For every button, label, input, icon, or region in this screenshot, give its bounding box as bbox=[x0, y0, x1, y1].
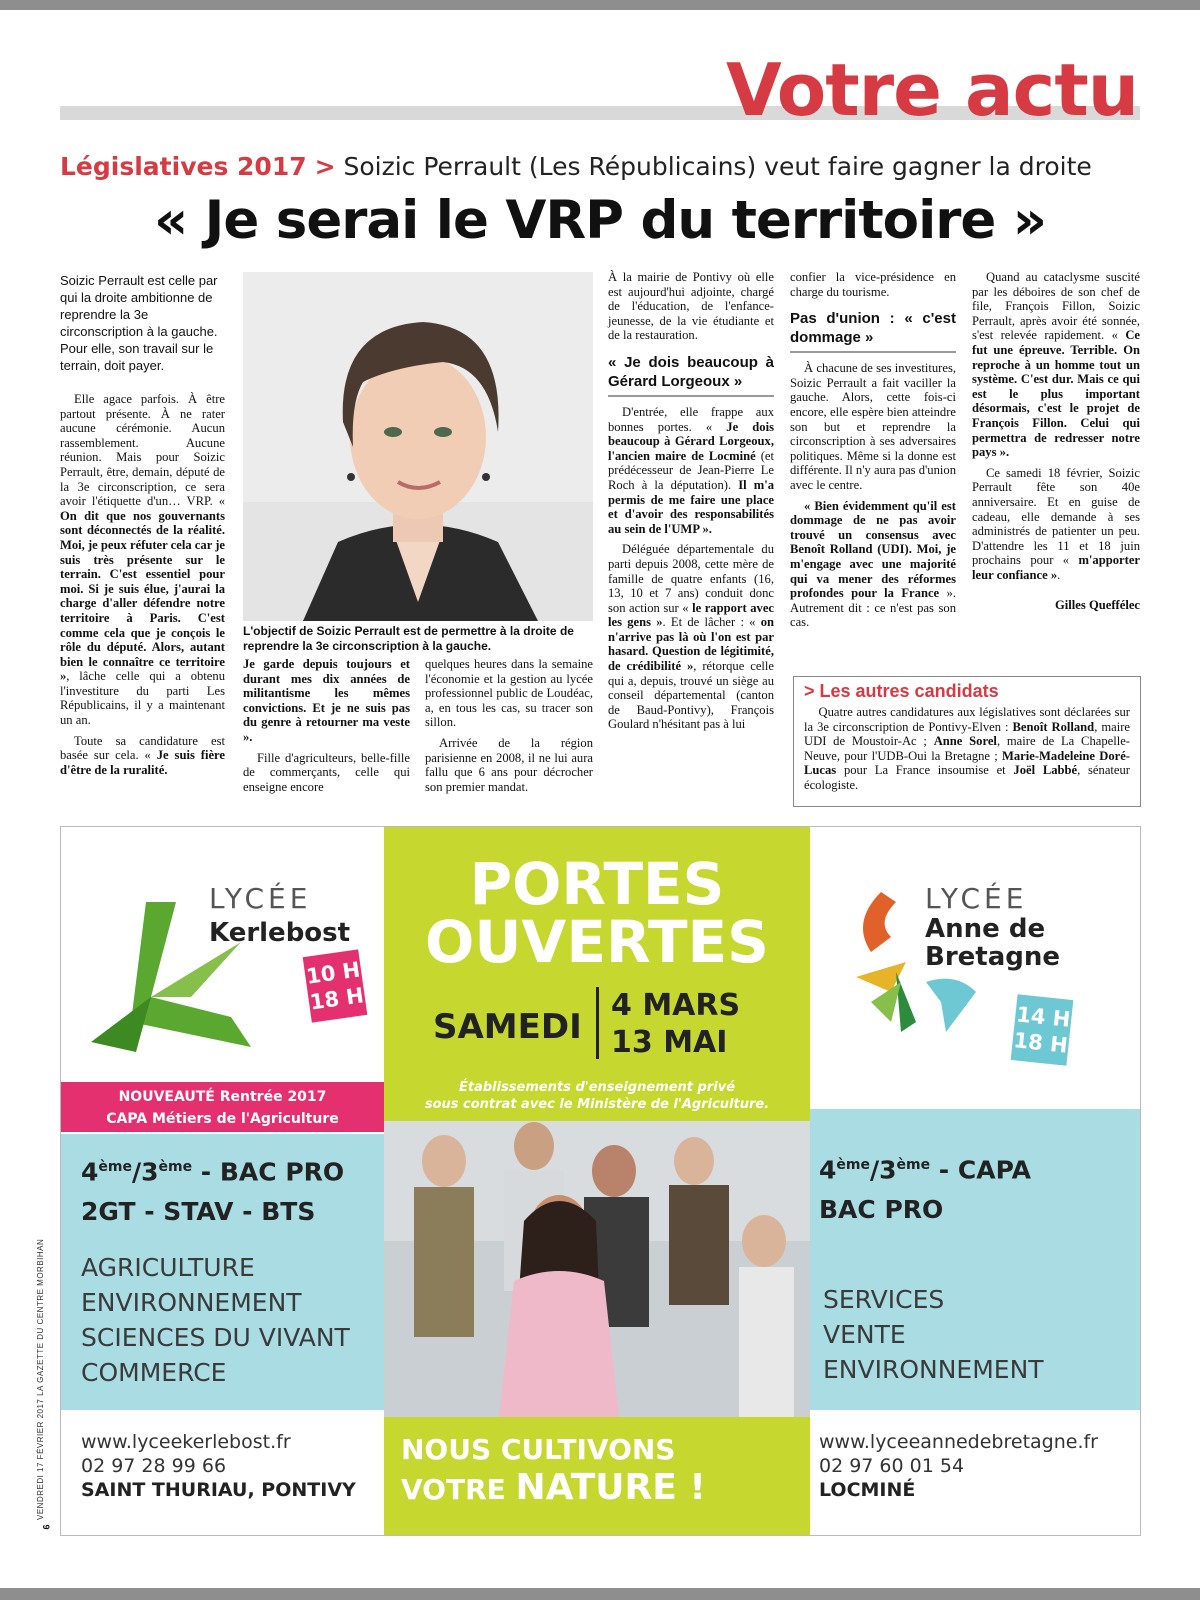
field-item: SERVICES bbox=[823, 1285, 945, 1314]
page-frame-top bbox=[0, 0, 1200, 10]
open-days-advertisement bbox=[60, 826, 1141, 1536]
anne-de-bretagne-hours-badge: 14 H 18 H bbox=[1011, 994, 1074, 1065]
article-column-1 bbox=[60, 272, 225, 783]
paragraph: Arrivée de la région parisienne en 2008, il ne lui aura fallu que 6 ans pour décrocher son premier mandat. bbox=[425, 735, 593, 794]
kerlebost-city: SAINT THURIAU, PONTIVY bbox=[81, 1479, 356, 1501]
anne-de-bretagne-levels: 4ème/3ème - CAPA BAC PRO bbox=[819, 1155, 1031, 1225]
ad-slogan: NOUS CULTIVONS VOTRE NATURE ! bbox=[401, 1433, 706, 1508]
section-title: Votre actu bbox=[725, 48, 1138, 132]
portrait-photo bbox=[243, 272, 593, 621]
article-subhead: « Je dois beaucoup à Gérard Lorgeoux » bbox=[608, 353, 774, 397]
field-item: SCIENCES DU VIVANT bbox=[81, 1323, 350, 1352]
paragraph: Quand au cataclysme suscité par les déboires de son chef de file, François Fillon, Soizic Perrault, après avoir été sonnée, s'est relevée rapidement. « Ce fut une épreuve. Terrible. On reproche à un homme tout un système. C'est dur. Mais ce qui est le plus important désormais, c'est le projet de François Fillon. Celui qui permettra de redresser notre pays ». bbox=[972, 270, 1141, 460]
article-column-3 bbox=[425, 657, 593, 800]
anne-de-bretagne-name: Anne de Bretagne bbox=[925, 914, 1061, 972]
paragraph: confier la vice-présidence en charge du tourisme. bbox=[790, 270, 956, 299]
students-illustration bbox=[384, 1121, 810, 1417]
kerlebost-hours-badge: 10 H 18 H bbox=[303, 949, 368, 1022]
portrait-illustration bbox=[243, 272, 593, 621]
article-column-6 bbox=[972, 270, 1140, 613]
date-divider bbox=[596, 987, 599, 1059]
kicker-text: Soizic Perrault (Les Républicains) veut faire gagner la droite bbox=[343, 152, 1092, 181]
paragraph: Je garde depuis toujours et durant mes dix années de militantisme les mêmes convictions. Et je ne suis pas du genre à retourner ma veste ». bbox=[243, 657, 410, 744]
open-days-title: PORTES OUVERTES bbox=[425, 850, 769, 976]
publication-side-label: VENDREDI 17 FÉVRIER 2017 LA GAZETTE DU CENTRE MORBIHAN bbox=[36, 1238, 45, 1520]
kerlebost-fields bbox=[81, 1250, 350, 1390]
kerlebost-phone: 02 97 28 99 66 bbox=[81, 1455, 227, 1477]
anne-de-bretagne-city: LOCMINÉ bbox=[819, 1479, 916, 1501]
page-frame-bottom bbox=[0, 1588, 1200, 1600]
paragraph: Fille d'agriculteurs, belle-fille de commerçants, celle qui enseigne encore bbox=[243, 750, 410, 794]
kerlebost-website[interactable]: www.lyceekerlebost.fr bbox=[81, 1431, 291, 1453]
paragraph: À chacune de ses investitures, Soizic Perrault a fait vaciller la gauche. Alors, cette fois-ci encore, elle espère bien atteindre son but et reprendre la circonscription à ses adversaires politiques. Même si la donne est différente. Il n'y aura pas d'union avec le centre. bbox=[790, 361, 956, 492]
paragraph: Elle agace parfois. À être partout présente. À ne rater aucune cérémonie. Aucun rassemblement. Aucune réunion. Mais pour Soizic Perrault, être, demain, député de la 3e circonscription, ce sera avoir l'étiquette d'un… VRP. « On dit que nos gouvernants sont déconnectés de la réalité. Moi, je peux réfuter cela car je suis très présente sur le terrain. C'est essentiel pour moi. Si je suis élue, j'aurai la charge d'aller défendre notre territoire à Paris. C'est comme cela que je conçois le rôle du député. Alors, autant bien le connaître ce territoire », lâche celle qui a obtenu l'investiture du parti Les Républicains, il y a maintenant un an. bbox=[60, 392, 225, 728]
kerlebost-name: Kerlebost bbox=[209, 918, 351, 948]
field-item: COMMERCE bbox=[81, 1358, 227, 1387]
article-headline: « Je serai le VRP du territoire » bbox=[153, 190, 1047, 251]
kerlebost-contact bbox=[81, 1430, 356, 1502]
other-candidates-box bbox=[793, 676, 1141, 807]
anne-de-bretagne-contact bbox=[819, 1430, 1098, 1502]
paragraph: Déléguée départementale du parti depuis 2008, cette mère de famille de quatre enfants (16, 13, 10 et 7 ans) conduit donc son action sur « le rapport avec les gens ». Et de lâcher : « on n'arrive pas là où l'on est par hasard. Question de légitimité, de crédibilité », rétorque celle qui a, depuis, trouvé un siège au conseil départemental (canton de Baud-Pontivy), François Goulard n'hésitant pas à lui bbox=[608, 542, 775, 732]
open-days-note: Établissements d'enseignement privé sous contrat avec le Ministère de l'Agriculture. bbox=[424, 1080, 770, 1112]
anne-de-bretagne-phone: 02 97 60 01 54 bbox=[819, 1455, 965, 1477]
field-item: ENVIRONNEMENT bbox=[823, 1355, 1044, 1384]
page-number: 6 bbox=[41, 1524, 52, 1530]
kerlebost-new-banner: NOUVEAUTÉ Rentrée 2017 CAPA Métiers de l'Agriculture bbox=[61, 1082, 384, 1132]
field-item: AGRICULTURE bbox=[81, 1253, 255, 1282]
students-photo bbox=[384, 1121, 810, 1417]
paragraph: D'entrée, elle frappe aux bonnes portes. « Je dois beaucoup à Gérard Lorgeoux, l'ancien maire de Locminé (et prédécesseur de Jean-Pierre Le Roch à la députation). Il m'a permis de me faire une place et d'avoir des responsabilités au sein de l'UMP ». bbox=[608, 404, 774, 536]
field-item: ENVIRONNEMENT bbox=[81, 1288, 302, 1317]
anne-de-bretagne-website[interactable]: www.lyceeannedebretagne.fr bbox=[819, 1431, 1098, 1453]
article-column-5 bbox=[790, 270, 956, 636]
article-kicker bbox=[60, 152, 1092, 181]
kerlebost-levels: 4ème/3ème - BAC PRO 2GT - STAV - BTS bbox=[81, 1157, 345, 1227]
kicker-label: Législatives 2017 bbox=[60, 152, 307, 181]
paragraph: quelques heures dans la semaine l'économie et la gestion au lycée professionnel public de Loudéac, a, en tous les cas, su tracer son sillon. bbox=[425, 657, 593, 730]
article-column-4 bbox=[608, 270, 774, 738]
open-days-dates: 4 MARS 13 MAI bbox=[611, 988, 741, 1060]
paragraph: Toute sa candidature est basée sur cela. « Je suis fière d'être de la ruralité. bbox=[60, 733, 225, 777]
article-signature: Gilles Queffélec bbox=[1055, 598, 1140, 613]
article-column-2 bbox=[243, 657, 410, 800]
article-chapeau: Soizic Perrault est celle par qui la droite ambitionne de reprendre la 3e circonscription à la gauche. Pour elle, son travail sur le terrain, doit payer. bbox=[60, 273, 218, 373]
field-item: VENTE bbox=[823, 1320, 906, 1349]
paragraph: « Bien évidemment qu'il est dommage de ne pas avoir trouvé un consensus avec Benoît Rolland (UDI). Moi, je m'engage avec une majorité qui va mener des réformes profondes pour la France ». Autrement dit : ce n'est pas son cas. bbox=[790, 498, 957, 630]
anne-de-bretagne-lycee-label: LYCÉE bbox=[925, 882, 1028, 915]
open-days-day: SAMEDI bbox=[433, 1007, 582, 1047]
kerlebost-logo-icon bbox=[91, 902, 271, 1052]
kerlebost-lycee-label: LYCÉE bbox=[209, 882, 312, 915]
photo-caption: L'objectif de Soizic Perrault est de permettre à la droite de reprendre la 3e circonscription à la gauche. bbox=[243, 624, 574, 653]
article-subhead: Pas d'union : « c'est dommage » bbox=[790, 309, 956, 353]
box-title: > Les autres candidats bbox=[804, 681, 999, 701]
kicker-separator: > bbox=[314, 152, 336, 181]
box-body: Quatre autres candidatures aux législatives sont déclarées sur la 3e circonscription de Pontivy-Elven : Benoît Rolland, maire UDI de Moustoir-Ac ; Anne Sorel, maire de La Chapelle-Neuve, pour l'UDB-Oui la Bretagne ; Marie-Madeleine Doré-Lucas pour La France insoumise et Joël Labbé, sénateur écologiste. bbox=[804, 705, 1130, 792]
anne-de-bretagne-fields bbox=[823, 1282, 1044, 1387]
paragraph: Ce samedi 18 février, Soizic Perrault fête son 40e anniversaire. Et en guise de cadeau, elle demande à ses administrés de patienter un peu. D'attendre les 11 et 18 juin prochains pour « m'apporter leur confiance ». bbox=[972, 465, 1140, 582]
paragraph: À la mairie de Pontivy où elle est aujourd'hui adjointe, chargé de l'éducation, de l'enfance-jeunesse, de la vie étudiante et de la restauration. bbox=[608, 270, 774, 343]
anne-de-bretagne-logo-icon bbox=[846, 882, 996, 1052]
